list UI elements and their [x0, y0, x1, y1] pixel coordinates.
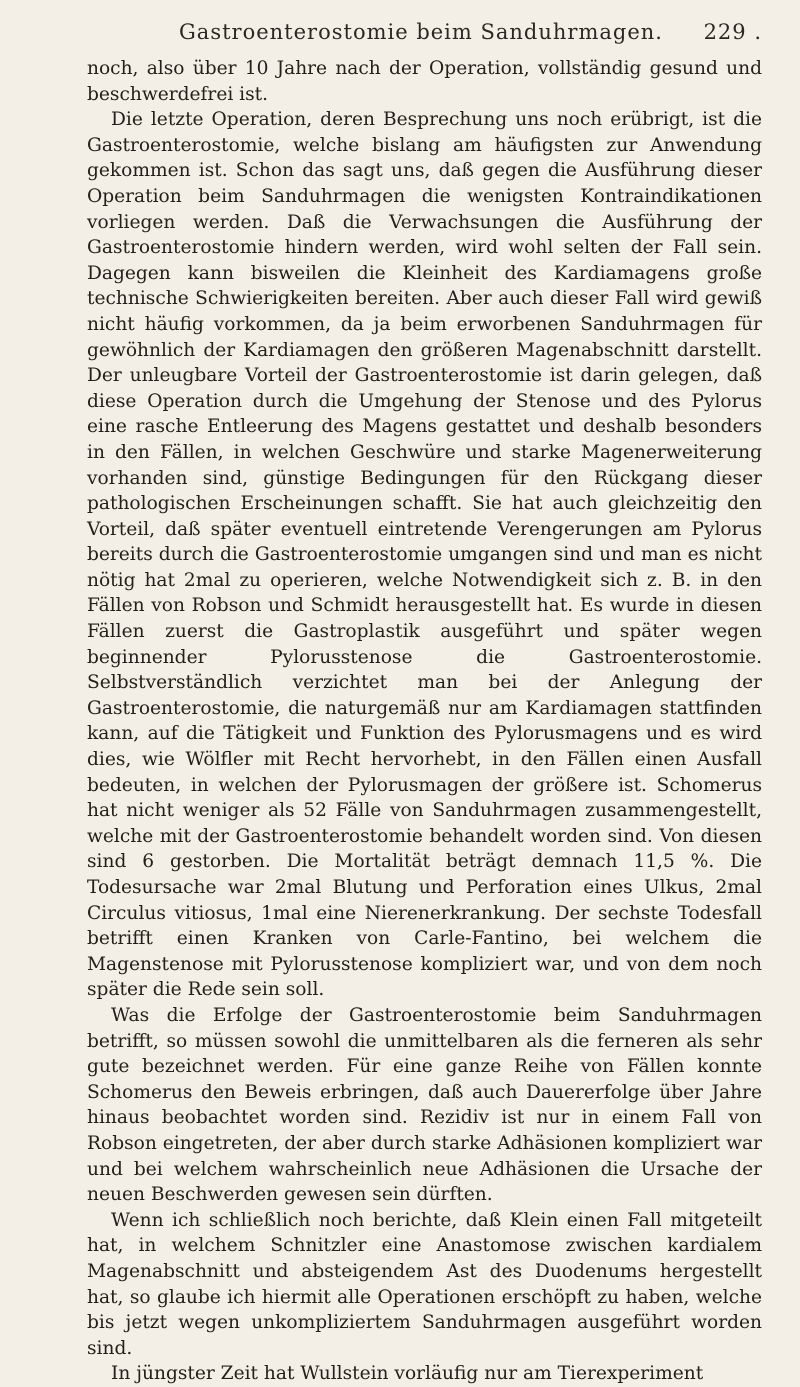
- paragraph-wullstein: In jüngster Zeit hat Wullstein vorläufig nur am Tierexperiment: [111, 1363, 704, 1385]
- paragraph-klein: Wenn ich schließlich noch berichte, daß Klein einen Fall mitgeteilt hat, in welchem Schnitzler eine Anastomose zwischen kardialem Magenabschnitt und absteigendem Ast des Duodenums hergestellt hat, so glaube ich hiermit alle Operationen erschöpft zu haben, welche bis jetzt wegen unkompliziertem Sanduhrmagen ausgeführt worden sind.: [87, 1209, 762, 1359]
- page-number: 229 .: [703, 20, 762, 44]
- paragraph-erfolge: Was die Erfolge der Gastroenterostomie beim Sanduhrmagen betrifft, so müssen sowohl die unmittelbaren als die ferneren als sehr gute bezeichnet werden. Für eine ganze Reihe von Fällen konnte Schomerus den Beweis erbringen, daß auch Dauererfolge über Jahre hinaus beobachtet worden sind. Rezidiv ist nur in einem Fall von Robson eingetreten, der aber durch starke Adhäsionen kompliziert war und bei welchem wahrscheinlich neue Adhäsionen die Ursache der neuen Beschwerden gewesen sein dürften.: [87, 1004, 762, 1206]
- running-title: Gastroenterostomie beim Sanduhrmagen.: [179, 20, 663, 44]
- body-text: [87, 56, 762, 1387]
- running-header: [80, 20, 762, 50]
- paragraph-gastroenterostomie: Die letzte Operation, deren Besprechung uns noch erübrigt, ist die Gastroenterostomie, welche bislang am häufigsten zur Anwendung gekommen ist. Schon das sagt uns, daß gegen die Ausführung dieser Operation beim Sanduhrmagen die wenigsten Kontraindikationen vorliegen werden. Daß die Verwachsungen die Ausführung der Gastroenterostomie hindern werden, wird wohl selten der Fall sein. Dagegen kann bisweilen die Kleinheit des Kardiamagens große technische Schwierigkeiten bereiten. Aber auch dieser Fall wird gewiß nicht häufig vorkommen, da ja beim erworbenen Sanduhrmagen für gewöhnlich der Kardiamagen den größeren Magenabschnitt darstellt. Der unleugbare Vorteil der Gastroenterostomie ist darin gelegen, daß diese Operation durch die Umgehung der Stenose und des Pylorus eine rasche Entleerung des Magens gestattet und deshalb besonders in den Fällen, in welchen Geschwüre und starke Magenerweiterung vorhanden sind, günstige Bedingungen für den Rückgang dieser pathologischen Erscheinungen schafft. Sie hat auch gleichzeitig den Vorteil, daß später eventuell eintretende Verengerungen am Pylorus bereits durch die Gastroenterostomie umgangen sind und man es nicht nötig hat 2mal zu operieren, welche Notwendigkeit sich z. B. in den Fällen von Robson und Schmidt herausgestellt hat. Es wurde in diesen Fällen zuerst die Gastroplastik ausgeführt und später wegen beginnender Pylorusstenose die Gastroenterostomie. Selbstverständlich verzichtet man bei der Anlegung der Gastroenterostomie, die naturgemäß nur am Kardiamagen stattfinden kann, auf die Tätigkeit und Funktion des Pylorusmagens und es wird dies, wie Wölfler mit Recht hervorhebt, in den Fällen einen Ausfall bedeuten, in welchen der Pylorusmagen der größere ist. Schomerus hat nicht weniger als 52 Fälle von Sanduhrmagen zusammengestellt, welche mit der Gastroenterostomie behandelt worden sind. Von diesen sind 6 gestorben. Die Mortalität beträgt demnach 11,5 %. Die Todesursache war 2mal Blutung und Perforation eines Ulkus, 2mal Circulus vitiosus, 1mal eine Nierenerkrankung. Der sechste Todesfall betrifft einen Kranken von Carle-Fantino, bei welchem die Magenstenose mit Pylorusstenose kompliziert war, und von dem noch später die Rede sein soll.: [87, 109, 762, 1001]
- paragraph-continuation: noch, also über 10 Jahre nach der Operation, vollständig gesund und beschwerdefrei ist.: [87, 58, 762, 105]
